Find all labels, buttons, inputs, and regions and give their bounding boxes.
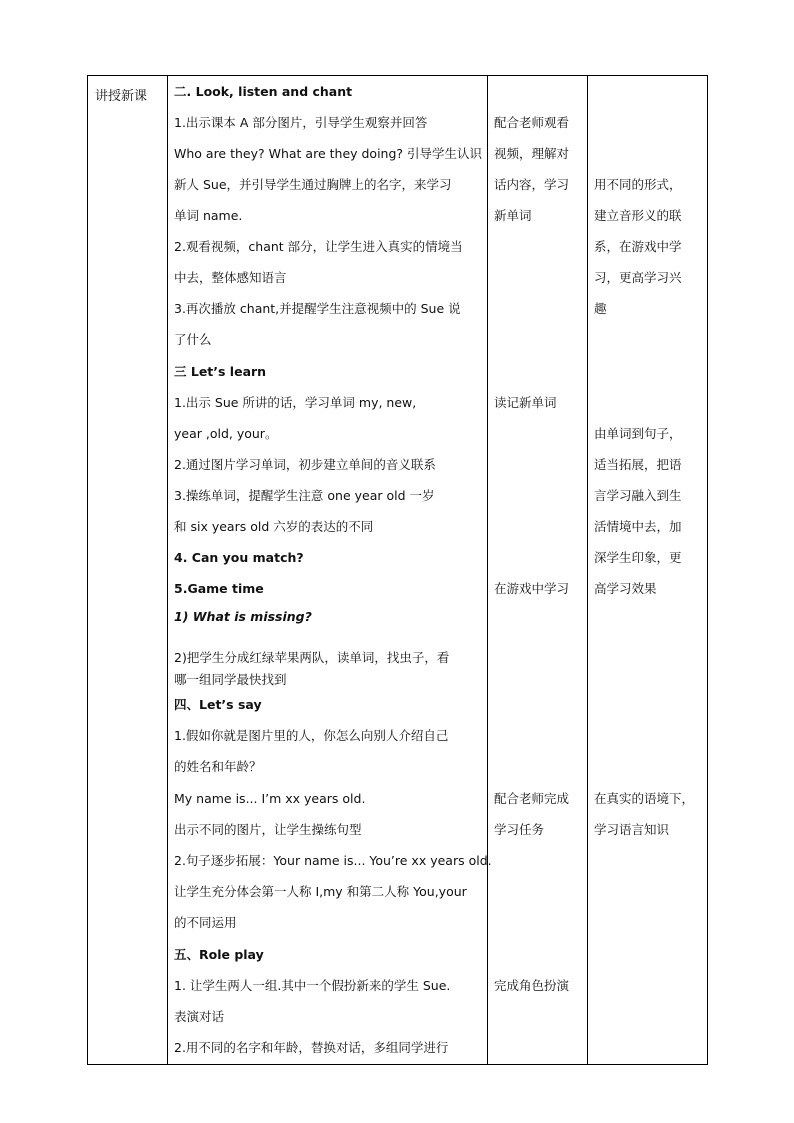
content-line: 单词 name. — [174, 208, 243, 223]
content-line: 哪一组同学最快找到 — [174, 672, 287, 687]
content-line: 2.用不同的名字和年龄，替换对话，多组同学进行 — [174, 1040, 449, 1055]
purpose-line: 学习语言知识 — [594, 822, 670, 837]
purpose-line: 习，更高学习兴 — [594, 270, 682, 285]
purpose-line: 在真实的语境下， — [594, 791, 695, 806]
purpose-line: 系，在游戏中学 — [594, 239, 682, 254]
content-line: 1.出示课本 A 部分图片，引导学生观察并回答 — [174, 115, 428, 130]
content-line: 表演对话 — [174, 1009, 225, 1024]
purpose-line: 由单词到句子， — [594, 426, 682, 441]
student-line: 在游戏中学习 — [494, 581, 570, 596]
content-line: Who are they? What are they doing? 引导学生认识 — [174, 146, 483, 161]
section-label-cell — [88, 76, 168, 1065]
section-label: 讲授新课 — [95, 89, 148, 104]
student-line: 新单词 — [494, 208, 532, 223]
student-line: 完成角色扮演 — [494, 978, 570, 993]
content-line: year ,old, your。 — [174, 426, 278, 441]
purpose-line: 深学生印象，更 — [594, 550, 682, 565]
purpose-line: 建立音形义的联 — [594, 208, 682, 223]
design-purpose-cell — [588, 76, 708, 1065]
table-row — [88, 76, 708, 1065]
purpose-line: 适当拓展，把语 — [594, 457, 682, 472]
content-line: 2.观看视频，chant 部分，让学生进入真实的情境当 — [174, 239, 463, 254]
content-line: 1.假如你就是图片里的人，你怎么向别人介绍自己 — [174, 728, 449, 743]
content-line: My name is... I’m xx years old. — [174, 791, 366, 806]
content-line: 让学生充分体会第一人称 I,my 和第二人称 You,your — [174, 884, 467, 899]
content-line: 的姓名和年龄？ — [174, 759, 262, 774]
content-line: 五、Role play — [174, 947, 264, 962]
content-line: 了什么 — [174, 332, 212, 347]
student-line: 学习任务 — [494, 822, 545, 837]
purpose-line: 言学习融入到生 — [594, 488, 682, 503]
student-line: 话内容，学习 — [494, 177, 570, 192]
content-line: 4. Can you match? — [174, 550, 304, 565]
purpose-line: 趣 — [594, 301, 607, 316]
student-activity-cell — [488, 76, 588, 1065]
content-line: 2.通过图片学习单词，初步建立单间的音义联系 — [174, 457, 436, 472]
content-line: 四、Let’s say — [174, 697, 262, 712]
purpose-line: 高学习效果 — [594, 581, 657, 596]
purpose-line: 活情境中去，加 — [594, 519, 682, 534]
student-line: 视频，理解对 — [494, 146, 570, 161]
content-line: 和 six years old 六岁的表达的不同 — [174, 519, 374, 534]
teaching-content-cell — [168, 76, 492, 1065]
content-line: 的不同运用 — [174, 915, 237, 930]
purpose-line: 用不同的形式， — [594, 177, 682, 192]
content-line: 1.出示 Sue 所讲的话，学习单词 my, new, — [174, 395, 417, 410]
content-line: 出示不同的图片，让学生操练句型 — [174, 822, 362, 837]
student-line: 读记新单词 — [494, 395, 557, 410]
content-line: 2.句子逐步拓展：Your name is... You’re xx years old. — [174, 853, 492, 868]
content-line: 三 Let’s learn — [174, 364, 267, 379]
student-line: 配合老师完成 — [494, 791, 570, 806]
content-line: 3.操练单词，提醒学生注意 one year old 一岁 — [174, 488, 435, 503]
content-line: 3.再次播放 chant,并提醒学生注意视频中的 Sue 说 — [174, 301, 461, 316]
content-line: 中去，整体感知语言 — [174, 270, 287, 285]
content-line: 5.Game time — [174, 581, 264, 596]
content-line: 新人 Sue，并引导学生通过胸牌上的名字，来学习 — [174, 177, 452, 192]
student-line: 配合老师观看 — [494, 115, 570, 130]
content-line: 1. 让学生两人一组.其中一个假扮新来的学生 Sue. — [174, 978, 451, 993]
content-line: 1) What is missing? — [174, 609, 312, 624]
content-line: 2)把学生分成红绿苹果两队，读单词，找虫子，看 — [174, 650, 450, 665]
content-line: 二. Look, listen and chant — [174, 84, 353, 99]
lesson-plan-table — [87, 75, 708, 1065]
